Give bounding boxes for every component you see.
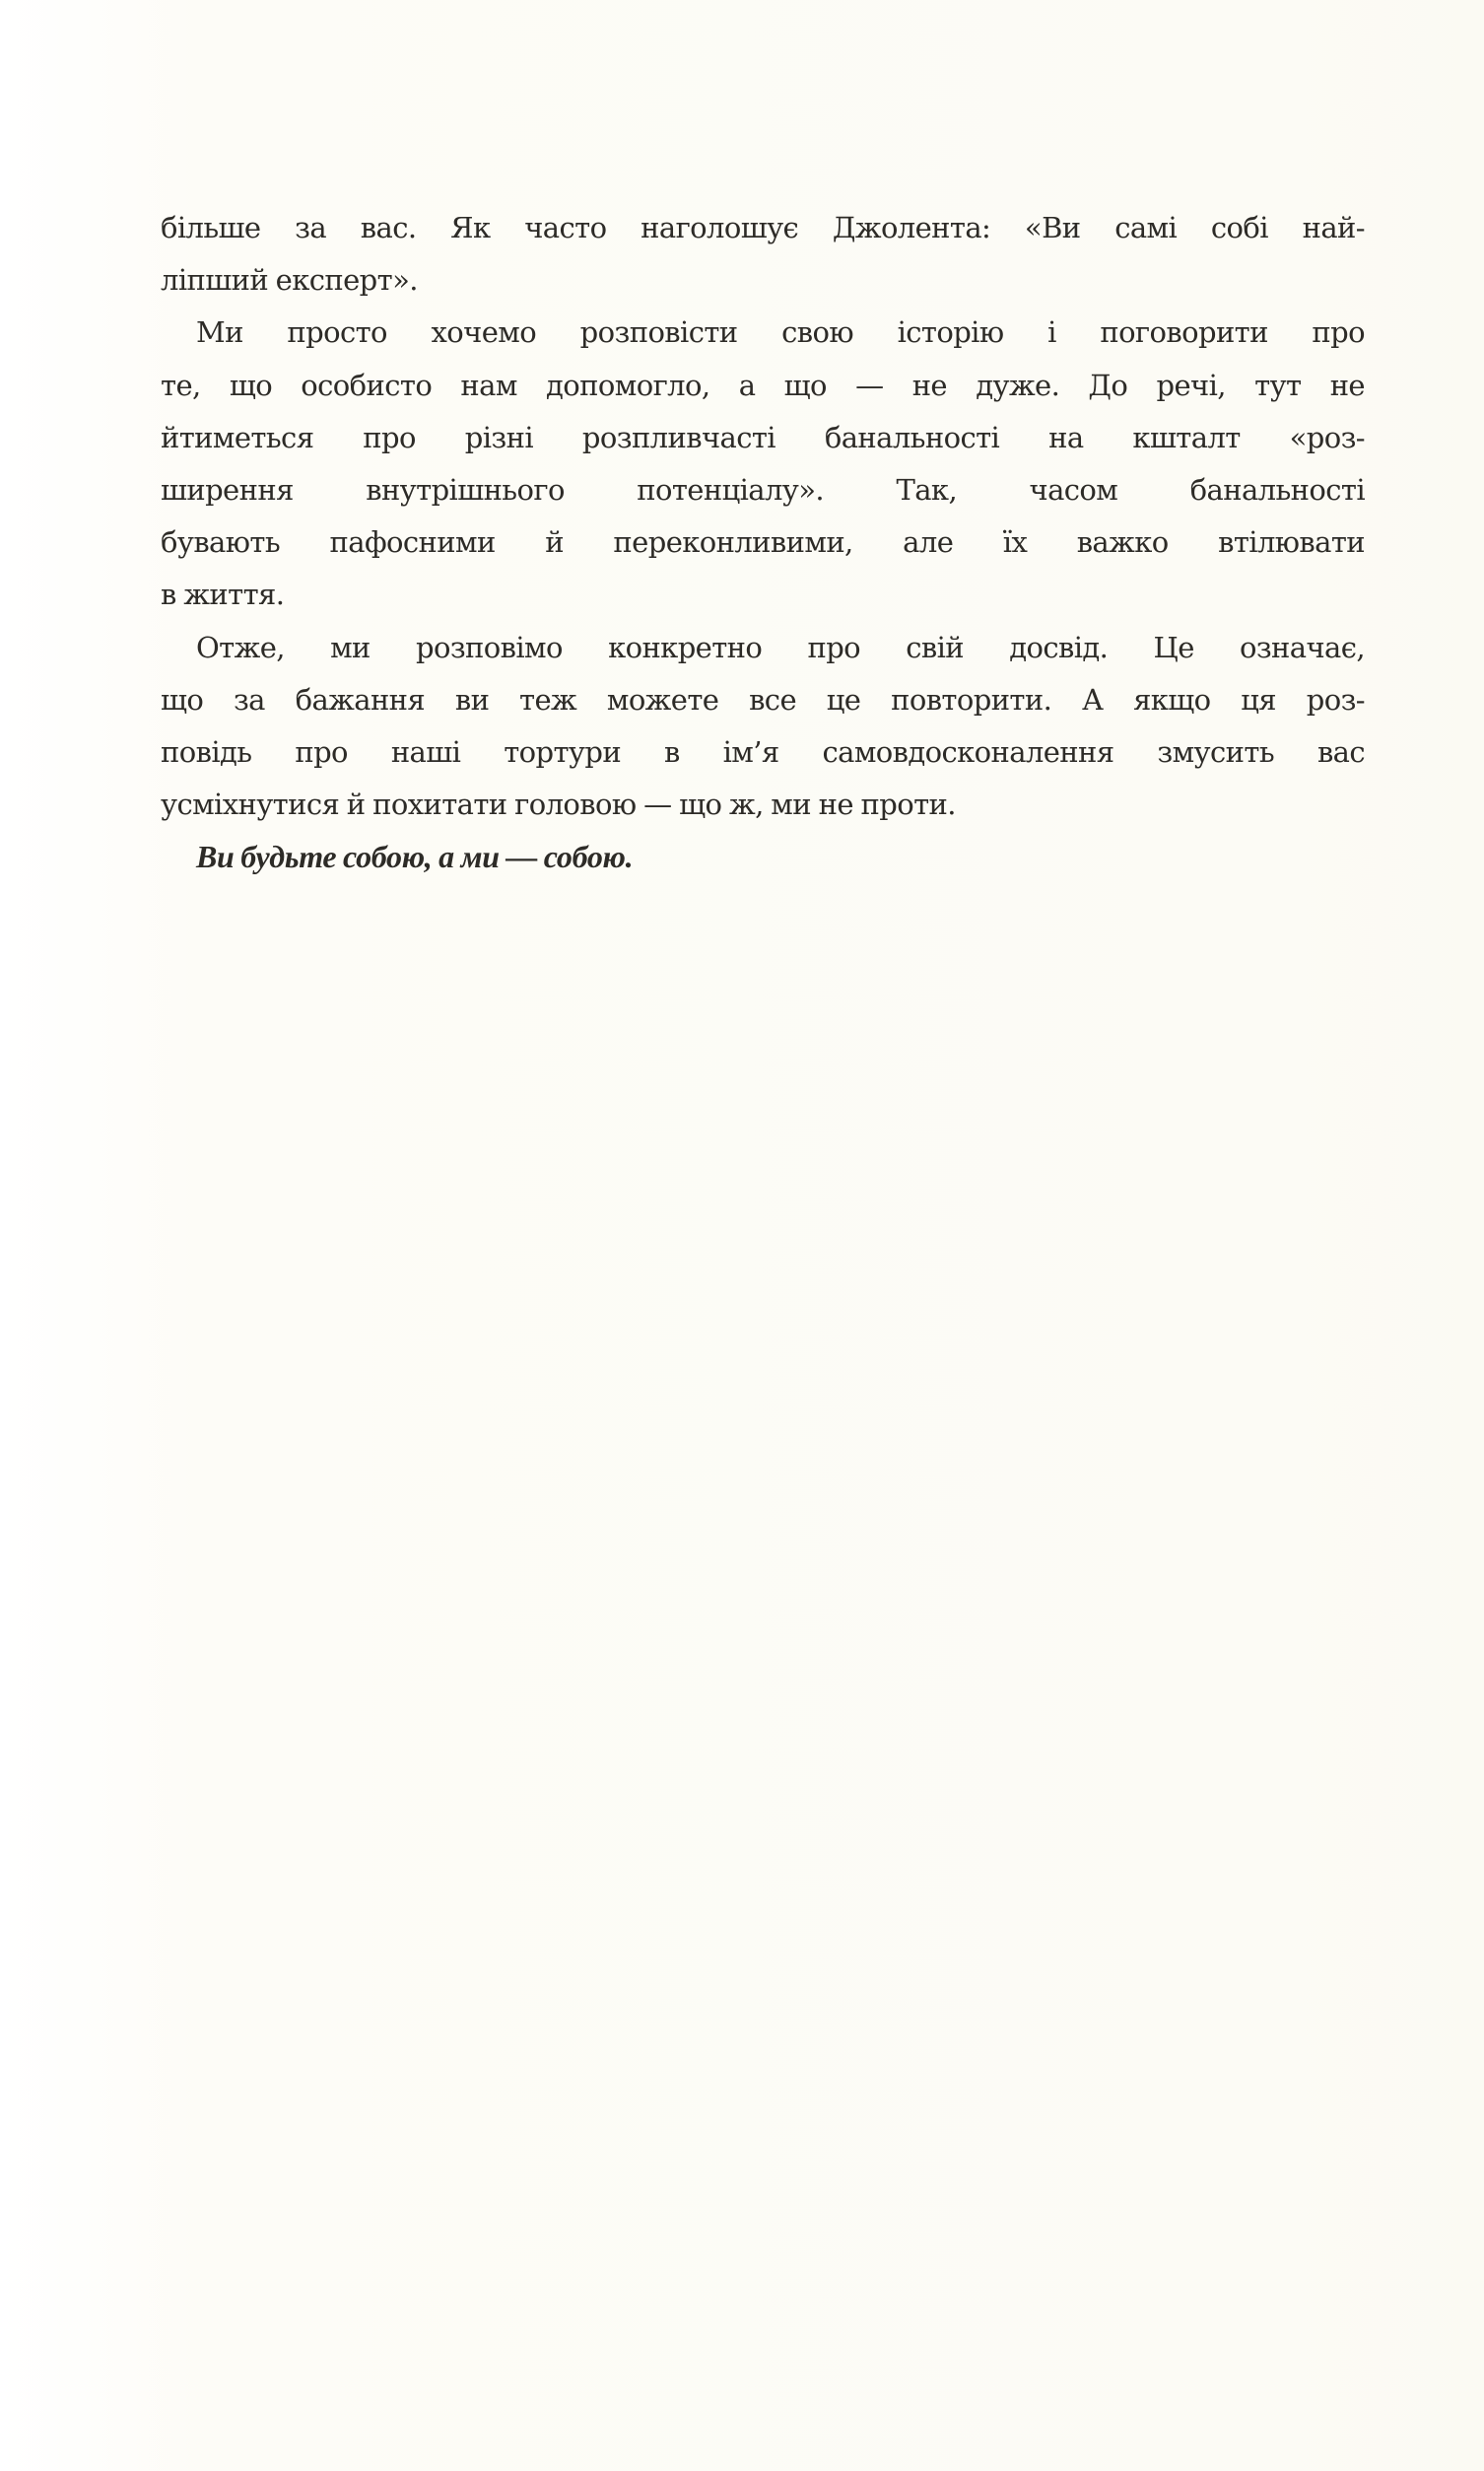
paragraph-continued [161,202,1365,307]
body-text [161,202,1365,883]
text-line: що за бажання ви теж можете все це повторити. А якщо ця роз- [161,682,1365,717]
paragraph [161,307,1365,621]
text-line: більше за вас. Як часто наголошує Джолента: «Ви самі собі най- [161,211,1365,244]
text-line: бувають пафосними й переконливими, але їх важко втілювати [161,525,1365,560]
text-line: Ми просто хочемо розповісти свою історію і поговорити про [196,315,1365,350]
paragraph [161,622,1365,832]
text-line: йтиметься про різні розпливчасті банальності на кшталт «роз- [161,420,1365,454]
text-line: в життя. [161,578,285,612]
text-line: ширення внутрішнього потенціалу». Так, часом банальності [161,472,1365,507]
closing-emphasis: Ви будьте собою, а ми — собою. [196,839,634,875]
text-line: те, що особисто нам допомогло, а що — не дуже. До речі, тут не [161,368,1365,402]
text-line: усміхнутися й похитати головою — що ж, ми не проти. [161,788,956,822]
text-line: ліпший експерт». [161,263,418,298]
text-line: повідь про наші тортури в ім’я самовдосконалення змусить вас [161,734,1365,769]
closing-paragraph [161,831,1365,883]
text-line: Отже, ми розповімо конкретно про свій досвід. Це означає, [196,630,1365,664]
